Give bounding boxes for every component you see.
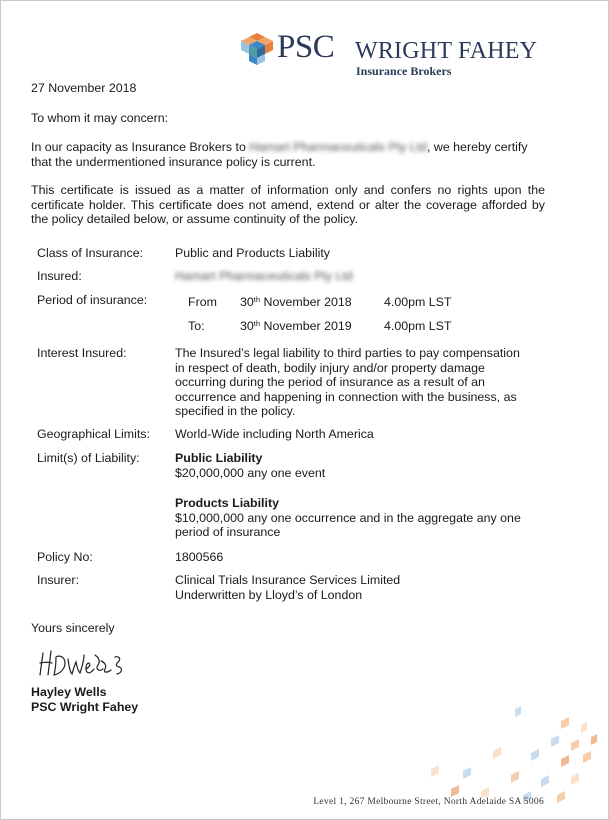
interest-value: The Insured’s legal liability to third parties to pay compensation in respect of death, bodily injury and/or property damage occurring during the period of insurance as a result of an occurrence and happening in connection with the business, as specified in the policy. — [175, 346, 520, 419]
period-to-label: To: — [188, 319, 205, 333]
signer-company: PSC Wright Fahey — [31, 699, 139, 714]
policy-value: 1800566 — [175, 550, 224, 564]
letter-date: 27 November 2018 — [31, 81, 137, 95]
intro-paragraph-line1 — [31, 140, 528, 155]
insurer-line2: Underwritten by Lloyd’s of London — [175, 587, 363, 602]
policy-label: Policy No: — [37, 550, 93, 564]
footer-address: Level 1, 267 Melbourne Street, North Adelaide SA 5006 — [313, 797, 544, 807]
period-from-day: 30 — [240, 295, 254, 309]
company-logo — [241, 31, 561, 81]
period-from-suffix: th — [253, 295, 261, 304]
products-liability-title: Products Liability — [175, 496, 279, 510]
insurer-line1: Clinical Trials Insurance Services Limited — [175, 573, 401, 587]
period-to-time: 4.00pm LST — [384, 319, 452, 333]
salutation: To whom it may concern: — [31, 111, 169, 125]
cube-logo-icon — [241, 33, 273, 65]
signer-name: Hayley Wells — [31, 685, 107, 699]
period-label: Period of insurance: — [37, 293, 148, 307]
intro-suffix: , we hereby certify — [427, 140, 528, 154]
intro-prefix: In our capacity as Insurance Brokers to — [31, 140, 250, 154]
public-liability-title: Public Liability — [175, 451, 263, 465]
class-label: Class of Insurance: — [37, 246, 144, 260]
limits-label: Limit(s) of Liability: — [37, 451, 140, 465]
redacted-insured-name: Hamart Pharmaceuticals Pty Ltd — [175, 269, 353, 283]
period-to-date — [240, 319, 352, 334]
period-from-date — [240, 295, 352, 310]
logo-company-name: WRIGHT FAHEY — [355, 38, 538, 64]
insured-value — [175, 269, 353, 284]
interest-label: Interest Insured: — [37, 346, 127, 360]
insured-label: Insured: — [37, 269, 82, 283]
logo-psc-text: PSC — [277, 29, 335, 65]
redacted-client-name: Hamart Pharmaceuticals Pty Ltd — [249, 140, 427, 154]
geo-value: World-Wide including North America — [175, 427, 374, 441]
class-value: Public and Products Liability — [175, 246, 330, 260]
public-liability-value: $20,000,000 any one event — [175, 465, 326, 480]
period-to-suffix: th — [253, 319, 261, 328]
period-to-month-year: November 2019 — [260, 319, 352, 333]
intro-paragraph-line2: that the undermentioned insurance policy is current. — [31, 154, 316, 169]
period-from-label: From — [188, 295, 217, 309]
products-liability-value: $10,000,000 any one occurrence and in the aggregate any one period of insurance — [175, 510, 521, 540]
handwritten-signature — [37, 645, 137, 683]
logo-tagline: Insurance Brokers — [356, 64, 452, 78]
period-from-time: 4.00pm LST — [384, 295, 452, 309]
insurer-label: Insurer: — [37, 573, 80, 587]
geo-label: Geographical Limits: — [37, 427, 150, 441]
closing: Yours sincerely — [31, 621, 115, 635]
period-to-day: 30 — [240, 319, 254, 333]
period-from-month-year: November 2018 — [260, 295, 352, 309]
disclaimer-paragraph: This certificate is issued as a matter of information only and confers no rights upon the certificate holder. This certificate does not amend, extend or alter the coverage afforded by the policy detailed below, or assume continuity of the policy. — [31, 183, 545, 227]
